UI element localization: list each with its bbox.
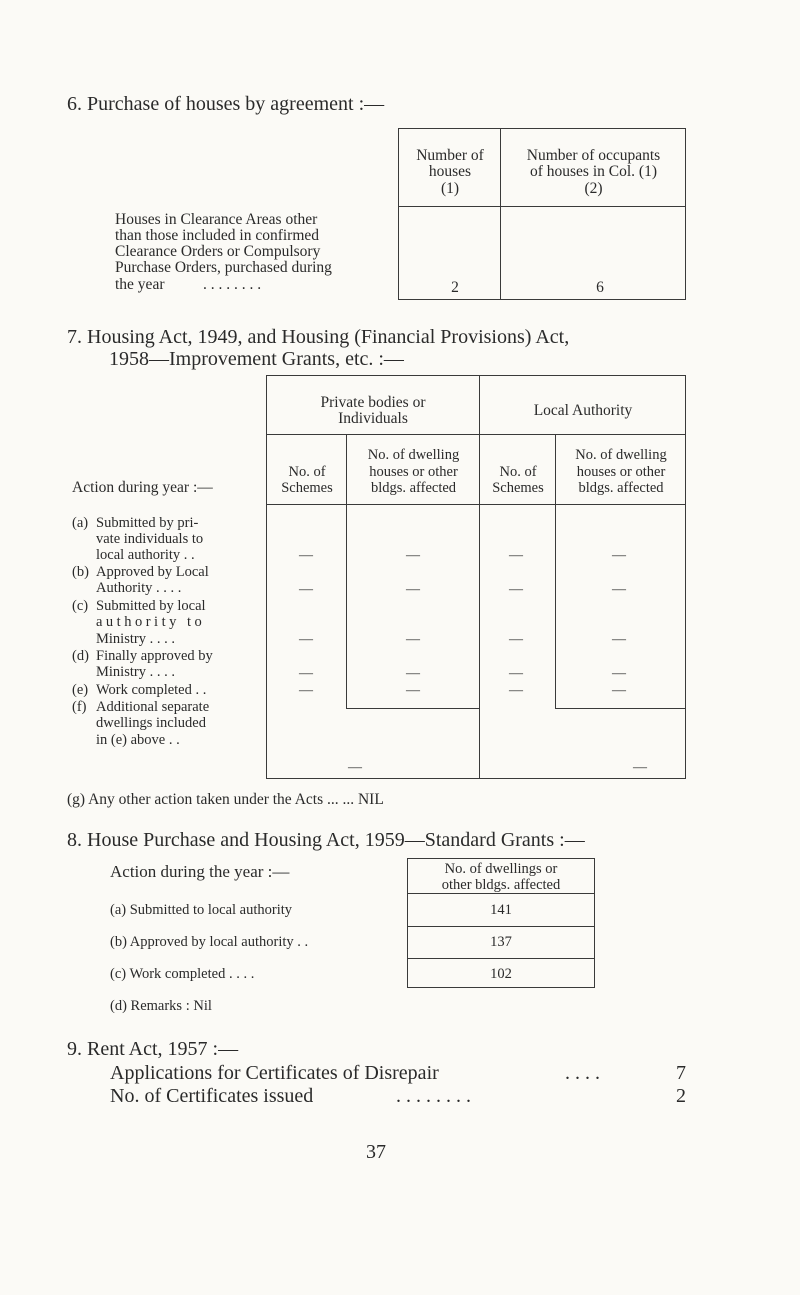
s7-group-divider [479, 375, 480, 779]
s8-row-label: (b) Approved by local authority . . [110, 934, 309, 950]
s7-row-letter: (f) [72, 699, 87, 715]
dash-cell: — [612, 683, 626, 698]
s6-row-label-line: the year [115, 276, 165, 293]
s6-table-bottom-rule [398, 299, 686, 300]
s7-row-label-line: Finally approved by [96, 648, 213, 664]
s7-group1-header-line: Private bodies or [320, 394, 426, 411]
s6-table-header-rule [398, 206, 686, 207]
s6-table-mid-rule [500, 128, 501, 300]
dash-cell: — [299, 683, 313, 698]
dash-cell: — [406, 548, 420, 563]
s8-row-rule [407, 926, 595, 927]
s9-row-label: Applications for Certificates of Disrepair [110, 1062, 439, 1084]
s7-sub-dwelling-line: No. of dwelling [367, 447, 460, 463]
page-number: 37 [366, 1141, 386, 1163]
s7-row-letter: (a) [72, 515, 89, 531]
s7-sub-schemes-line: Schemes [281, 480, 333, 496]
s6-col2-value: 6 [596, 279, 604, 296]
s6-col1-header-line: (1) [440, 180, 460, 197]
s8-row-label: (a) Submitted to local authority [110, 902, 293, 918]
s6-col1-header-line: houses [428, 163, 472, 180]
s7-row-label-line: Submitted by pri- [96, 515, 199, 531]
s7-table-bottom-rule [266, 778, 685, 779]
s8-col-header-line: No. of dwellings or [444, 861, 558, 877]
section-6-heading: 6. Purchase of houses by agreement :— [67, 93, 385, 115]
s8-remarks: (d) Remarks : Nil [110, 998, 212, 1014]
s6-table-left-rule [398, 128, 399, 300]
s6-row-label-line: Clearance Orders or Compulsory [115, 243, 321, 260]
s7-sub-schemes-line: Schemes [492, 480, 544, 496]
dash-cell: — [509, 666, 523, 681]
s7-table-header-rule [266, 504, 685, 505]
s7-row-label-line: Approved by Local [96, 564, 209, 580]
s9-row-value: 2 [676, 1085, 686, 1107]
s6-table-right-rule [685, 128, 686, 300]
section-7-heading-line2: 1958—Improvement Grants, etc. :— [109, 348, 404, 370]
s7-sub-schemes-line: No. of [288, 464, 326, 480]
s8-col-header-line: other bldgs. affected [441, 877, 561, 893]
s7-table-group-rule [266, 434, 685, 435]
dash-cell: — [612, 582, 626, 597]
s7-table-left-rule [266, 375, 267, 779]
s8-header-rule [407, 893, 595, 894]
s7-row-label-line: in (e) above . . [96, 732, 180, 748]
s8-row-rule [407, 958, 595, 959]
s8-row-value: 137 [490, 934, 512, 950]
s7-group1-header-line: Individuals [338, 410, 408, 427]
s7-table-inner-rule-left [346, 708, 479, 709]
s7-table-top-rule [266, 375, 685, 376]
s7-action-header: Action during year :— [72, 479, 213, 496]
dash-cell: — [509, 683, 523, 698]
s7-row-letter: (e) [72, 682, 89, 698]
s7-sub-dwelling-line: houses or other [576, 464, 666, 480]
s7-row-label-line: Submitted by local [96, 598, 206, 614]
s7-row-label-line: dwellings included [96, 715, 206, 731]
dash-cell: — [406, 683, 420, 698]
s6-col2-header-line: Number of occupants [526, 147, 661, 164]
dash-cell: — [299, 582, 313, 597]
s7-sub-dwelling-line: houses or other [369, 464, 458, 480]
dash-cell: — [406, 632, 420, 647]
section-9-heading: 9. Rent Act, 1957 :— [67, 1038, 239, 1060]
section-7-heading-line1: 7. Housing Act, 1949, and Housing (Financial Provisions) Act, [67, 326, 570, 348]
s8-action-header: Action during the year :— [110, 862, 290, 881]
s6-row-label-line: Purchase Orders, purchased during [115, 259, 332, 276]
s7-group2-header: Local Authority [533, 402, 633, 419]
s7-row-label-line: vate individuals to [96, 531, 204, 547]
s8-row-value: 102 [490, 966, 512, 982]
s7-col-divider [555, 434, 556, 709]
s6-row-label-dots: . . . . . . . . [203, 276, 262, 293]
dash-cell: — [299, 632, 313, 647]
dash-cell: — [612, 548, 626, 563]
s6-col2-header-line: (2) [584, 180, 603, 197]
s6-col2-header-line: of houses in Col. (1) [529, 163, 657, 180]
dash-cell: — [509, 632, 523, 647]
s9-row-dots: . . . . [565, 1062, 600, 1084]
s6-col1-header-line: Number of [416, 147, 484, 164]
s8-row-value: 141 [490, 902, 512, 918]
dash-cell: — [509, 582, 523, 597]
dash-cell: — [509, 548, 523, 563]
s8-row-label: (c) Work completed . . . . [110, 966, 255, 982]
dash-cell: — [633, 760, 647, 775]
section-8-heading: 8. House Purchase and Housing Act, 1959—Standard Grants :— [67, 829, 585, 851]
s7-g-line: (g) Any other action taken under the Acts ... ... NIL [67, 791, 384, 808]
s7-row-label-line: local authority . . [96, 547, 195, 563]
dash-cell: — [612, 632, 626, 647]
s7-sub-dwelling-line: bldgs. affected [578, 480, 664, 496]
s7-row-label-line: Additional separate [96, 699, 210, 715]
s7-row-label-line: Ministry . . . . [96, 664, 175, 680]
s7-row-label-line: Ministry . . . . [96, 631, 175, 647]
s6-row-label-line: than those included in confirmed [115, 227, 320, 244]
s7-sub-dwelling-line: bldgs. affected [370, 480, 457, 496]
dash-cell: — [299, 666, 313, 681]
s7-sub-schemes-line: No. of [499, 464, 537, 480]
s9-row-dots: . . . . . . . . [396, 1085, 471, 1107]
s6-row-label-line: Houses in Clearance Areas other [115, 211, 318, 228]
dash-cell: — [348, 760, 362, 775]
s7-row-letter: (c) [72, 598, 89, 614]
s7-row-label-line: Work completed . . [96, 682, 207, 698]
s9-row-value: 7 [676, 1062, 686, 1084]
s7-row-label-line: Authority . . . . [96, 580, 182, 596]
s7-row-letter: (b) [72, 564, 89, 580]
s7-table-inner-rule-right [555, 708, 685, 709]
s7-sub-dwelling-line: No. of dwelling [575, 447, 667, 463]
s7-table-right-rule [685, 375, 686, 779]
s6-table-top-rule [398, 128, 686, 129]
s7-row-label-line: authority to [96, 614, 206, 630]
dash-cell: — [406, 582, 420, 597]
s7-row-letter: (d) [72, 648, 89, 664]
dash-cell: — [612, 666, 626, 681]
dash-cell: — [299, 548, 313, 563]
dash-cell: — [406, 666, 420, 681]
s9-row-label: No. of Certificates issued [110, 1085, 314, 1107]
s6-col1-value: 2 [451, 279, 459, 296]
